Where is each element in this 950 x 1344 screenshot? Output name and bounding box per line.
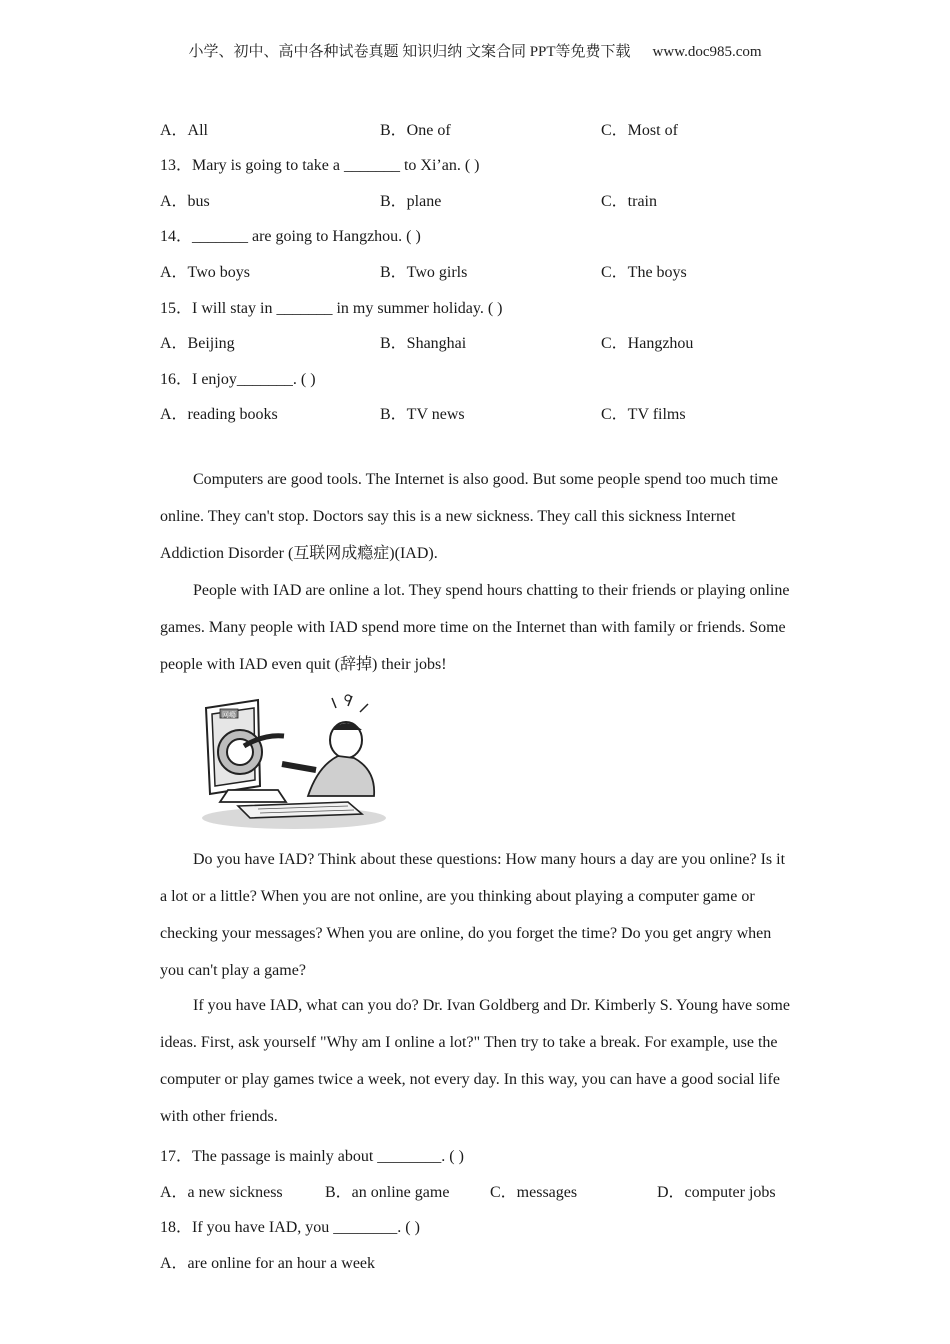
q13-option-c: C．train [601,193,657,210]
passage-paragraph-2: People with IAD are online a lot. They spend hours chatting to their friends or playing online games. Many people with IAD spend more time on the Internet than with family or friends. Some people with IAD even quit (辞掉) their jobs! [160,582,790,673]
q17-stem: 17．The passage is mainly about ________. ( ) [160,1148,464,1165]
q17-option-a: A．a new sickness [160,1184,283,1201]
header-text: 小学、初中、高中各种试卷真题 知识归纳 文案合同 PPT等免费下载 [188,44,631,60]
q13-option-b: B．plane [380,193,442,210]
q13-stem: 13．Mary is going to take a _______ to Xi’an. ( ) [160,157,480,174]
q17-option-b: B．an online game [325,1184,450,1201]
q13-option-a: A．bus [160,193,210,210]
q14-option-a: A．Two boys [160,264,250,281]
q12-option-a: A．All [160,122,209,139]
q16-option-a: A．reading books [160,406,278,423]
header-site: www.doc985.com [652,44,762,60]
q14-stem: 14．_______ are going to Hangzhou. ( ) [160,228,421,245]
q17-option-d: D．computer jobs [657,1184,776,1201]
q18-stem: 18．If you have IAD, you ________. ( ) [160,1219,420,1236]
passage-paragraph-1: Computers are good tools. The Internet is also good. But some people spend too much time online. They can't stop. Doctors say this is a new sickness. They call this sickness Internet Addiction Disorder (互联网成瘾症)(IAD). [160,471,778,562]
q17-option-c: C．messages [490,1184,578,1201]
q14-option-b: B．Two girls [380,264,468,281]
q16-stem: 16．I enjoy_______. ( ) [160,371,316,388]
q16-option-c: C．TV films [601,406,686,423]
q18-option-a: A．are online for an hour a week [160,1255,376,1272]
passage-paragraph-3: Do you have IAD? Think about these questions: How many hours a day are you online? Is it a lot or a little? When you are not online, are you thinking about playing a computer game or checking your messages? When you are online, do you forget the time? Do you get angry when you can't play a game? [160,851,786,979]
q14-option-c: C．The boys [601,264,687,281]
iad-cartoon-illustration [198,690,394,830]
q12-option-c: C．Most of [601,122,678,139]
page-header [0,40,950,61]
q15-option-b: B．Shanghai [380,335,467,352]
q15-option-a: A．Beijing [160,335,235,352]
q12-option-b: B．One of [380,122,451,139]
passage-paragraph-4: If you have IAD, what can you do? Dr. Ivan Goldberg and Dr. Kimberly S. Young have some ideas. First, ask yourself "Why am I online a lot?" Then try to take a break. For example, use the computer or play games twice a week, not every day. In this way, you can have a good social life with other friends. [160,997,790,1125]
q16-option-b: B．TV news [380,406,465,423]
screen-label: 网瘾 [222,711,236,719]
q15-option-c: C．Hangzhou [601,335,694,352]
q15-stem: 15．I will stay in _______ in my summer holiday. ( ) [160,300,503,317]
